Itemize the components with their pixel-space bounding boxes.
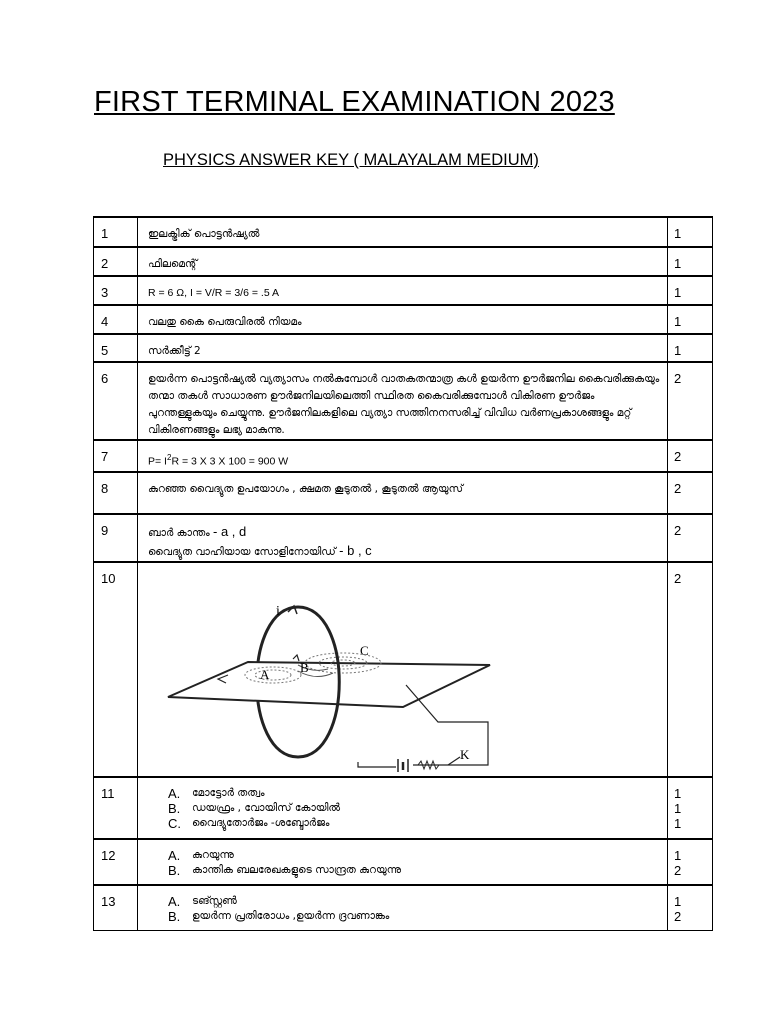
answer-cell: കുറഞ്ഞ വൈദ്യുത ഉപയോഗം , ക്ഷമത കൂടുതൽ , കൂടുതൽ ആയുസ് [138, 472, 668, 514]
magnetic-field-diagram [148, 577, 498, 772]
table-row [94, 217, 713, 247]
mark-cell: 1 [668, 334, 713, 362]
mark-cell: 2 [668, 514, 713, 562]
cardboard-plane [168, 659, 490, 707]
table-row [94, 514, 713, 562]
sub-answer [148, 909, 661, 924]
sub-answer [148, 894, 661, 909]
sub-mark: 2 [674, 908, 682, 924]
label-current: i [276, 603, 280, 619]
answer-cell: ഫിലമെന്റ് [138, 247, 668, 276]
mark-cell: 1 [668, 217, 713, 247]
answer-cell: വലതു കൈ പെരുവിരൽ നിയമം [138, 305, 668, 334]
sub-answer-text: കാന്തിക ബലരേഖകളുടെ സാന്ദ്രത കുറയുന്നു [192, 863, 401, 876]
question-number: 3 [94, 276, 138, 305]
sub-answer [148, 848, 661, 863]
answer-cell: സർക്കീട്ട് 2 [138, 334, 668, 362]
sub-answer [148, 801, 661, 816]
mark-cell: 2 [668, 472, 713, 514]
sub-mark: 1 [674, 893, 682, 909]
sub-answer-label: C. [168, 815, 181, 831]
table-row [94, 334, 713, 362]
question-number: 8 [94, 472, 138, 514]
table-row [94, 777, 713, 839]
answer-suffix: R = 3 X 3 X 100 = 900 W [171, 455, 289, 468]
question-number: 10 [94, 562, 138, 777]
sub-answer-label: A. [168, 847, 181, 863]
question-number: 5 [94, 334, 138, 362]
question-number: 7 [94, 440, 138, 472]
answer-text: വൈദ്യുത വാഹിയായ സോളിനോയിഡ് [148, 545, 340, 558]
sub-answer-label: B. [168, 908, 181, 924]
answer-cell: ഉയർന്ന പൊട്ടൻഷ്യൽ വ്യത്യാസം നൽകുമ്പോൾ വാതകതന്മാത്ര കൾ ഉയർന്ന ഊർജനില കൈവരിക്കുകയും തന്മാ തകൾ സാധാരണ ഊർജനിലയിലെത്തി സ്ഥിരത കൈവരിക്കുമ്പോൾ വികിരണ ഊർജം പുറന്തള്ളുകയും ചെയ്യുന്നു. ഊർജനിലകളിലെ വ്യത്യാ സത്തിനനസരിച്ച് വിവിധ വർണപ്രകാശങ്ങളും മറ്റ് വികിരണങ്ങളും ലഭ്യ മാകുന്നു. [138, 362, 668, 440]
question-number: 1 [94, 217, 138, 247]
mark-cell [668, 885, 713, 931]
sub-mark: 1 [674, 800, 682, 816]
answer-cell [138, 839, 668, 885]
table-row [94, 305, 713, 334]
answer-line [148, 542, 661, 561]
sub-answer-text: ഉയർന്ന പ്രതിരോധം ,ഉയർന്ന ദ്രവണാങ്കം [192, 909, 390, 922]
mark-cell [668, 777, 713, 839]
answer-superscript: 2 [166, 453, 172, 462]
sub-answer [148, 786, 661, 801]
table-row [94, 440, 713, 472]
sub-mark: 1 [674, 815, 682, 831]
answer-cell [138, 440, 668, 472]
mark-cell: 1 [668, 305, 713, 334]
sub-answer-text: ഡയഫ്രം , വോയിസ് കോയിൽ [192, 801, 341, 814]
sub-mark: 1 [674, 785, 682, 801]
sub-answer-text: മോട്ടോർ തത്വം [192, 786, 265, 799]
label-a: A [260, 666, 270, 682]
answer-key-table [93, 216, 713, 931]
answer-prefix: P= I [148, 455, 167, 468]
sub-answer-label: A. [168, 893, 181, 909]
sub-answer-label: B. [168, 800, 181, 816]
sub-answer-text: കുറയുന്നു [192, 848, 234, 861]
question-number: 4 [94, 305, 138, 334]
mark-cell: 2 [668, 440, 713, 472]
answer-cell [138, 777, 668, 839]
mark-cell: 1 [668, 276, 713, 305]
table-row [94, 247, 713, 276]
mark-cell: 2 [668, 562, 713, 777]
answer-cell [138, 885, 668, 931]
sub-answer-text: വൈദ്യുതോർജം -ശബ്ദോർജം [192, 816, 330, 829]
label-c: C [360, 642, 369, 658]
sub-answer-label: A. [168, 785, 181, 801]
answer-cell: R = 6 Ω, I = V/R = 3/6 = .5 A [138, 276, 668, 305]
table-row [94, 885, 713, 931]
table-row [94, 362, 713, 440]
table-row [94, 472, 713, 514]
answer-text: ബാർ കാന്തം [148, 526, 213, 539]
sub-answer [148, 863, 661, 878]
label-b: B [300, 659, 309, 675]
sub-answer-label: B. [168, 862, 181, 878]
sub-answer-text: ടങ്സ്റ്റൺ [192, 894, 237, 907]
field-arrow-icon [293, 655, 299, 661]
mark-cell: 1 [668, 247, 713, 276]
question-number: 12 [94, 839, 138, 885]
page-title: FIRST TERMINAL EXAMINATION 2023 [94, 86, 615, 118]
answer-letters: - a , d [213, 523, 247, 539]
question-number: 11 [94, 777, 138, 839]
mark-cell [668, 839, 713, 885]
answer-cell [138, 514, 668, 562]
sub-answer [148, 816, 661, 831]
mark-cell: 2 [668, 362, 713, 440]
question-number: 2 [94, 247, 138, 276]
label-key: K [460, 746, 470, 762]
circuit-wire [358, 762, 396, 767]
answer-cell [138, 562, 668, 777]
table-row [94, 562, 713, 777]
table-row [94, 276, 713, 305]
answer-cell: ഇലക്ട്രിക് പൊട്ടൻഷ്യൽ [138, 217, 668, 247]
answer-line [148, 523, 661, 542]
page-subtitle: PHYSICS ANSWER KEY ( MALAYALAM MEDIUM) [163, 151, 539, 169]
answer-letters: - b , c [339, 542, 372, 558]
sub-mark: 2 [674, 862, 682, 878]
sub-mark: 1 [674, 847, 682, 863]
table-row [94, 839, 713, 885]
switch-icon [448, 757, 460, 765]
question-number: 9 [94, 514, 138, 562]
question-number: 13 [94, 885, 138, 931]
question-number: 6 [94, 362, 138, 440]
